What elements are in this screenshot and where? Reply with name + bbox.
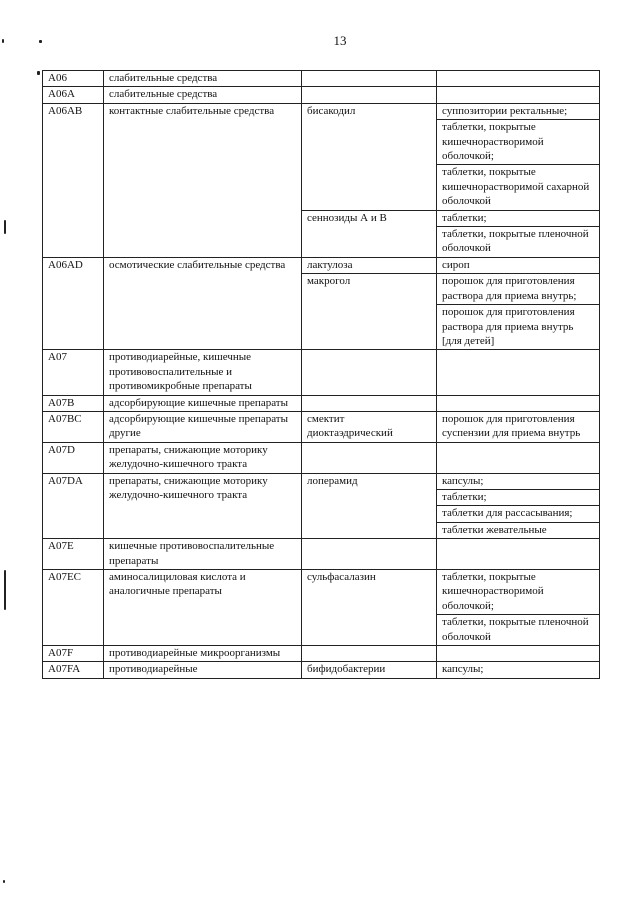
table-row (43, 473, 600, 489)
drug-name: сеннозиды А и В (302, 210, 437, 257)
scan-mark (4, 220, 6, 234)
atc-code: A07E (43, 539, 104, 570)
drug-name (302, 442, 437, 473)
table-row (43, 103, 600, 119)
atc-group: аминосалициловая кислота и аналогичные препараты (104, 570, 302, 646)
drug-name (302, 646, 437, 662)
dosage-form: таблетки, покрытые пленочной оболочкой (437, 615, 600, 646)
dosage-form (437, 87, 600, 103)
dosage-form: порошок для приготовления суспензии для приема внутрь (437, 411, 600, 442)
drug-name (302, 350, 437, 395)
atc-group: контактные слабительные средства (104, 103, 302, 257)
dosage-form: таблетки, покрытые кишечнорастворимой сахарной оболочкой (437, 165, 600, 210)
dosage-form (437, 646, 600, 662)
scan-mark (3, 880, 5, 883)
drug-name (302, 395, 437, 411)
table-row (43, 539, 600, 570)
page-number: 13 (333, 33, 347, 48)
table-row (43, 87, 600, 103)
atc-code: A07BC (43, 411, 104, 442)
drug-name: бисакодил (302, 103, 437, 210)
atc-group: слабительные средства (104, 71, 302, 87)
drug-name (302, 87, 437, 103)
dosage-form: таблетки; (437, 210, 600, 226)
atc-group: слабительные средства (104, 87, 302, 103)
atc-group: противодиарейные микроорганизмы (104, 646, 302, 662)
atc-code: A06AD (43, 257, 104, 349)
dosage-form (437, 539, 600, 570)
atc-group: адсорбирующие кишечные препараты (104, 395, 302, 411)
drug-name: лактулоза (302, 257, 437, 273)
drug-name: макрогол (302, 274, 437, 350)
table-row (43, 257, 600, 273)
drug-name: лоперамид (302, 473, 437, 539)
dosage-form: таблетки, покрытые пленочной оболочкой (437, 227, 600, 258)
table-row (43, 442, 600, 473)
dosage-form (437, 350, 600, 395)
dosage-form: суппозитории ректальные; (437, 103, 600, 119)
drug-name (302, 539, 437, 570)
table-row (43, 570, 600, 615)
atc-group: препараты, снижающие моторику желудочно-кишечного тракта (104, 442, 302, 473)
atc-code: A07F (43, 646, 104, 662)
scan-mark (2, 39, 4, 43)
drug-name: сульфасалазин (302, 570, 437, 646)
scan-mark (4, 570, 6, 610)
dosage-form: таблетки жевательные (437, 522, 600, 538)
atc-group: препараты, снижающие моторику желудочно-кишечного тракта (104, 473, 302, 539)
atc-code: A07D (43, 442, 104, 473)
dosage-form: порошок для приготовления раствора для приема внутрь; (437, 274, 600, 305)
atc-code: A06 (43, 71, 104, 87)
table-row (43, 662, 600, 678)
drug-name: смектит диоктаэдрический (302, 411, 437, 442)
dosage-form: капсулы; (437, 662, 600, 678)
dosage-form: таблетки; (437, 489, 600, 505)
table-row (43, 646, 600, 662)
atc-group: адсорбирующие кишечные препараты другие (104, 411, 302, 442)
atc-group: противодиарейные, кишечные противовоспалительные и противомикробные препараты (104, 350, 302, 395)
atc-group: противодиарейные (104, 662, 302, 678)
dosage-form: сироп (437, 257, 600, 273)
scan-mark (37, 71, 40, 75)
atc-code: A06A (43, 87, 104, 103)
atc-group: кишечные противовоспалительные препараты (104, 539, 302, 570)
dosage-form: таблетки для рассасывания; (437, 506, 600, 522)
scan-mark (39, 40, 42, 43)
dosage-form (437, 442, 600, 473)
drug-name (302, 71, 437, 87)
atc-code: A06AB (43, 103, 104, 257)
atc-code: A07DA (43, 473, 104, 539)
atc-code: A07 (43, 350, 104, 395)
table-row (43, 350, 600, 395)
table-row (43, 411, 600, 442)
drug-name: бифидобактерии (302, 662, 437, 678)
dosage-form (437, 71, 600, 87)
atc-code: A07FA (43, 662, 104, 678)
dosage-form: порошок для приготовления раствора для приема внутрь [для детей] (437, 305, 600, 350)
table-row (43, 395, 600, 411)
atc-group: осмотические слабительные средства (104, 257, 302, 349)
dosage-form: таблетки, покрытые кишечнорастворимой оболочкой; (437, 570, 600, 615)
table-row (43, 71, 600, 87)
dosage-form: капсулы; (437, 473, 600, 489)
dosage-form (437, 395, 600, 411)
dosage-form: таблетки, покрытые кишечнорастворимой оболочкой; (437, 120, 600, 165)
atc-code: A07B (43, 395, 104, 411)
drug-classification-table (42, 70, 600, 679)
atc-code: A07EC (43, 570, 104, 646)
